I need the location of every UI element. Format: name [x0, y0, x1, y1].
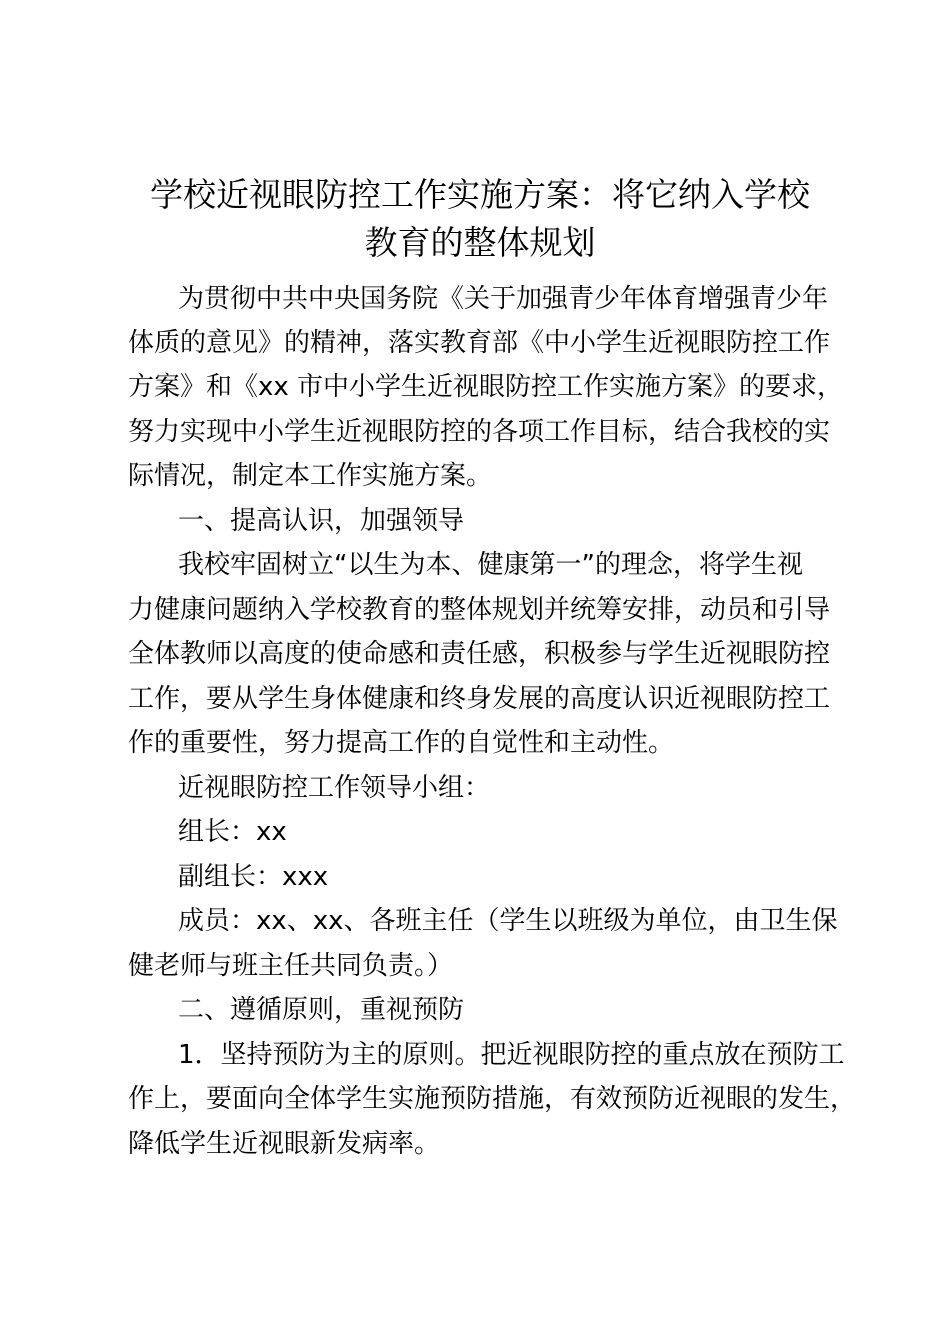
paragraph-line: 近视眼防控工作领导小组： [178, 773, 491, 803]
paragraph-line: 工作，要从学生身体健康和终身发展的高度认识近视眼防控工 [128, 684, 831, 714]
document-title-line-2: 教育的整体规划 [364, 223, 596, 262]
paragraph-line: 副组长：xxx [178, 862, 329, 892]
paragraph-line: 际情况，制定本工作实施方案。 [128, 461, 493, 491]
paragraph-line: 成员：xx、xx、各班主任（学生以班级为单位，由卫生保 [178, 906, 838, 936]
paragraph-line: 为贯彻中共中央国务院《关于加强青少年体育增强青少年 [178, 284, 829, 314]
paragraph-line: 努力实现中小学生近视眼防控的各项工作目标，结合我校的实 [128, 417, 831, 447]
paragraph-line: 组长：xx [178, 817, 287, 847]
paragraph-line: 体质的意见》的精神，落实教育部《中小学生近视眼防控工作 [128, 328, 831, 358]
paragraph-line: 作的重要性，努力提高工作的自觉性和主动性。 [128, 728, 675, 758]
section-heading: 二、遵循原则，重视预防 [178, 995, 465, 1025]
paragraph-line: 我校牢固树立“以生为本、健康第一”的理念，将学生视 [178, 550, 803, 580]
section-heading: 一、提高认识，加强领导 [178, 506, 465, 536]
paragraph-line: 作上，要面向全体学生实施预防措施，有效预防近视眼的发生， [128, 1084, 857, 1114]
paragraph-line: 1．坚持预防为主的原则。把近视眼防控的重点放在预防工 [178, 1040, 845, 1070]
paragraph-line: 全体教师以高度的使命感和责任感，积极参与学生近视眼防控 [128, 639, 831, 669]
document-title-line-1: 学校近视眼防控工作实施方案：将它纳入学校 [150, 175, 810, 214]
paragraph-line: 降低学生近视眼新发病率。 [128, 1129, 441, 1159]
paragraph-line: 方案》和《xx 市中小学生近视眼防控工作实施方案》的要求， [128, 372, 844, 402]
paragraph-line: 力健康问题纳入学校教育的整体规划并统筹安排，动员和引导 [128, 595, 831, 625]
paragraph-line: 健老师与班主任共同负责。） [128, 951, 454, 981]
